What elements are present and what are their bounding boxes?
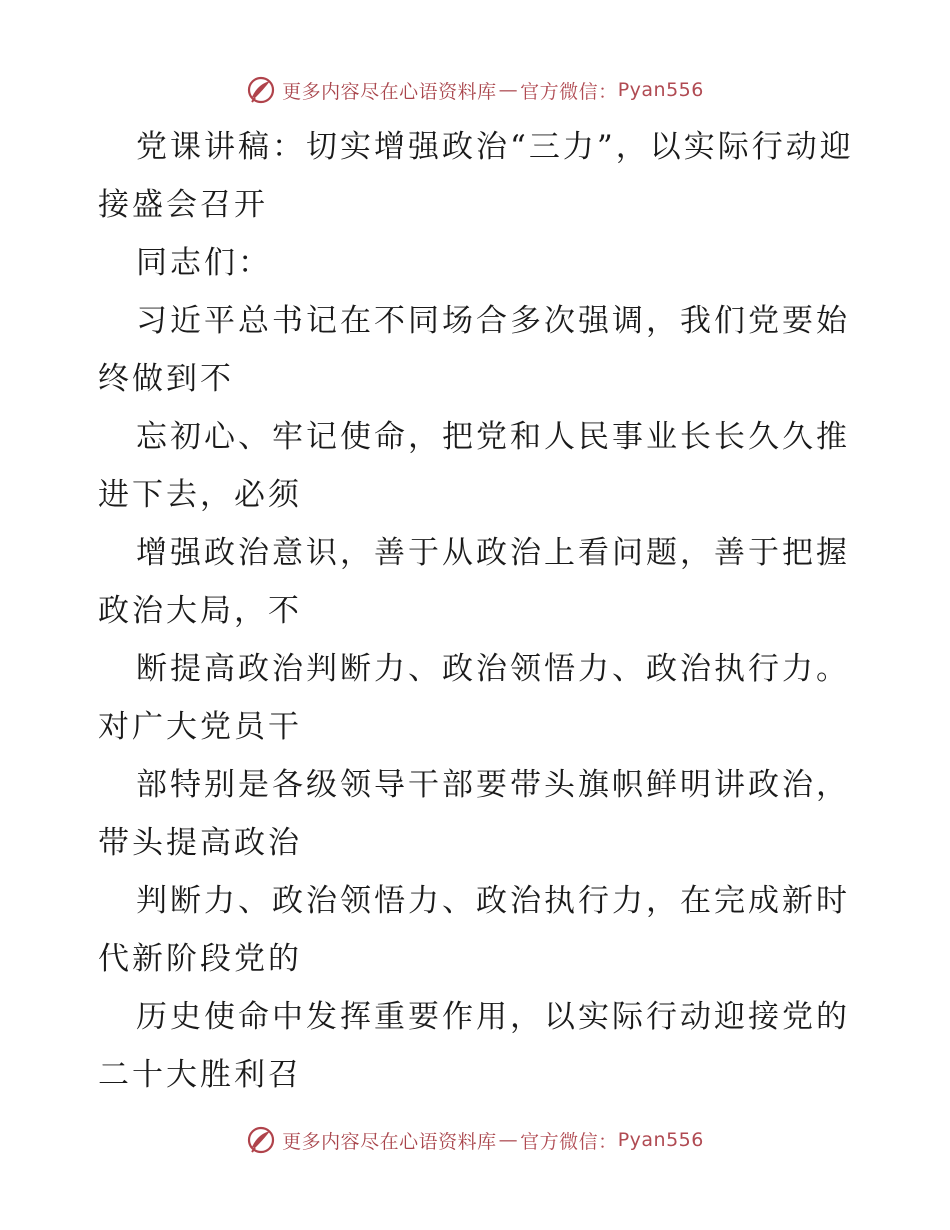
pen-logo-icon: [246, 1125, 276, 1155]
watermark-wechat-label: 官方微信：: [520, 80, 618, 103]
watermark-wechat-id: Pyan556: [617, 1129, 704, 1151]
watermark-dash: —: [498, 1129, 519, 1151]
watermark-wechat-label: 官方微信：: [520, 1130, 618, 1153]
document-title: 党课讲稿：切实增强政治“三力”，以实际行动迎接盛会召开: [98, 129, 854, 223]
paragraph-line: 增强政治意识，善于从政治上看问题，善于把握政治大局，不: [98, 535, 850, 629]
paragraph-line: 忘初心、牢记使命，把党和人民事业长长久久推进下去，必须: [98, 419, 850, 513]
watermark-wechat-id: Pyan556: [617, 79, 704, 101]
header-watermark: [0, 70, 950, 110]
paragraph-line: 历史使命中发挥重要作用，以实际行动迎接党的二十大胜利召: [98, 999, 850, 1093]
paragraph-line: 习近平总书记在不同场合多次强调，我们党要始终做到不: [98, 303, 850, 397]
paragraph-line: 部特别是各级领导干部要带头旗帜鲜明讲政治，带头提高政治: [98, 767, 850, 861]
footer-watermark: [0, 1120, 950, 1160]
watermark-dash: —: [498, 79, 519, 101]
document-body: [98, 118, 858, 1104]
paragraph-line: 断提高政治判断力、政治领悟力、政治执行力。对广大党员干: [98, 651, 850, 745]
pen-logo-icon: [246, 75, 276, 105]
watermark-text: 更多内容尽在心语资料库: [282, 1130, 497, 1153]
paragraph-line: 判断力、政治领悟力、政治执行力，在完成新时代新阶段党的: [98, 883, 850, 977]
salutation: 同志们：: [136, 245, 272, 281]
watermark-text: 更多内容尽在心语资料库: [282, 80, 497, 103]
